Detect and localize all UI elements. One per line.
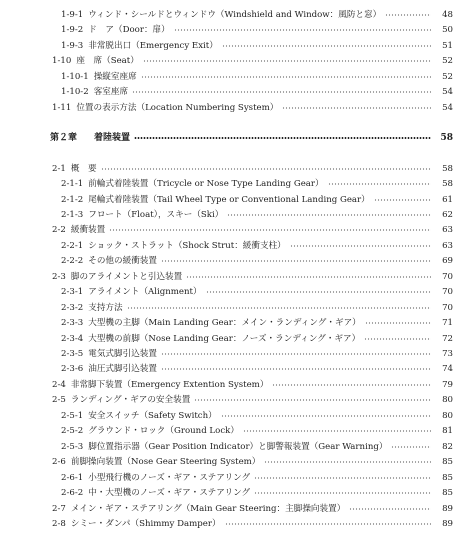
toc-page-number: 70	[442, 271, 453, 282]
toc-entry	[0, 316, 460, 330]
toc-entry	[0, 301, 460, 315]
toc-page-number: 89	[442, 518, 453, 529]
toc-page-number: 50	[442, 25, 453, 36]
toc-page-number: 52	[442, 71, 453, 82]
dot-leader	[141, 76, 431, 78]
dot-leader	[161, 260, 431, 262]
toc-entry	[0, 471, 460, 485]
toc-page-number: 72	[442, 333, 453, 344]
dot-leader	[391, 446, 431, 448]
toc-page-number: 54	[442, 102, 453, 113]
toc-page-number: 69	[442, 256, 453, 267]
toc-page-number: 85	[442, 472, 453, 483]
toc-section-number: 第２章	[50, 133, 78, 144]
dot-leader	[161, 353, 431, 355]
toc-entry	[0, 177, 460, 191]
toc-section-title: 大型機の主脚（Main Landing Gear：メイン・ランディング・ギア）	[88, 318, 361, 329]
toc-entry	[0, 502, 460, 516]
toc-page-number: 61	[442, 194, 453, 205]
toc-section-title: 非常脱出口（Emergency Exit）	[88, 40, 218, 51]
toc-page-number: 52	[442, 56, 453, 67]
toc-section-number: 2-6	[52, 457, 66, 468]
toc-section-number: 2-5-1	[61, 410, 84, 421]
dot-leader	[186, 276, 431, 278]
toc-section-number: 1-10	[52, 56, 72, 67]
toc-page-number: 82	[442, 441, 453, 452]
dot-leader	[243, 430, 431, 432]
toc-entry	[0, 285, 460, 299]
toc-section-number: 2-3-1	[61, 287, 84, 298]
toc-section-title: 操縦室座席	[93, 71, 137, 82]
toc-page-number: 81	[442, 426, 453, 437]
dot-leader	[134, 137, 431, 139]
toc-section-number: 2-4	[52, 379, 66, 390]
dot-leader	[272, 384, 431, 386]
dot-leader	[161, 368, 431, 370]
toc-section-title: 前輪式着陸装置（Tricycle or Nose Type Landing Gear）	[88, 179, 324, 190]
toc-entry	[0, 254, 460, 268]
toc-entry	[0, 440, 460, 454]
toc-section-title: メイン・ギア・ステアリング（Main Gear Steering：主脚操向装置）	[70, 503, 346, 514]
toc-section-title: 支持方法	[88, 302, 123, 313]
toc-section-title: 位置の表示方法（Location Numbering System）	[76, 102, 279, 113]
toc-section-number: 1-10-2	[61, 87, 89, 98]
dot-leader	[328, 183, 431, 185]
toc-section-number: 2-3-4	[61, 333, 84, 344]
dot-leader	[365, 322, 431, 324]
toc-entry	[0, 70, 460, 84]
toc-page-number: 63	[442, 240, 453, 251]
toc-page-number: 51	[442, 40, 453, 51]
toc-entry	[0, 486, 460, 500]
toc-section-title: 中・大型機のノーズ・ギア・ステアリング	[88, 488, 251, 499]
toc-section-number: 2-2-1	[61, 240, 84, 251]
toc-section-title: 脚位置指示器（Gear Position Indicator）と脚警報装置（Gear Warning）	[88, 441, 388, 452]
toc-section-number: 2-5-2	[61, 426, 84, 437]
dot-leader	[174, 29, 431, 31]
toc-page-number: 89	[442, 503, 453, 514]
toc-section-title: 概 要	[70, 163, 97, 174]
dot-leader	[254, 477, 431, 479]
dot-leader	[127, 307, 431, 309]
toc-entry	[0, 239, 460, 253]
toc-section-number: 2-2	[52, 225, 66, 236]
toc-page-number: 73	[442, 349, 453, 359]
dot-leader	[206, 291, 431, 293]
toc-section-number: 2-3-3	[61, 318, 84, 329]
toc-entry	[0, 378, 460, 392]
toc-entry	[0, 347, 460, 361]
toc-section-number: 2-6-2	[61, 488, 84, 499]
toc-entry	[0, 393, 460, 407]
toc-section-number: 2-6-1	[61, 472, 84, 483]
toc-page-number: 80	[442, 395, 453, 406]
toc-section-number: 2-3-6	[61, 364, 84, 375]
toc-section-number: 2-5	[52, 395, 66, 406]
dot-leader	[109, 229, 431, 231]
toc-entry	[0, 332, 460, 346]
toc-entry	[0, 223, 460, 237]
dot-leader	[194, 399, 431, 401]
toc-page-number: 80	[442, 410, 453, 421]
toc-section-title: ド ア（Door：扉）	[88, 25, 170, 36]
toc-page-number: 85	[442, 488, 453, 499]
toc-page-number: 70	[442, 287, 453, 298]
toc-section-title: 非常脚下装置（Emergency Extention System）	[70, 379, 269, 390]
toc-section-number: 1-9-3	[61, 40, 84, 51]
toc-chapter-entry	[0, 131, 460, 145]
toc-section-title: 客室座席	[93, 87, 129, 98]
toc-entry	[0, 162, 460, 176]
toc-section-title: 尾輪式着陸装置（Tail Wheel Type or Conventional Landing Gear）	[88, 194, 370, 205]
dot-leader	[254, 492, 431, 494]
toc-section-title: 小型飛行機のノーズ・ギア・ステアリング	[88, 472, 251, 483]
toc-section-title: 安全スイッチ（Safety Switch）	[88, 410, 217, 421]
toc-section-number: 2-2-2	[61, 256, 84, 267]
toc-page-number: 71	[442, 318, 453, 329]
toc-page-number: 48	[442, 10, 453, 20]
toc-page-number: 79	[442, 379, 453, 390]
toc-entry	[0, 208, 460, 222]
dot-leader	[349, 508, 431, 510]
toc-entry	[0, 101, 460, 115]
dot-leader	[143, 60, 431, 62]
toc-page-number: 54	[442, 87, 453, 98]
dot-leader	[225, 523, 431, 525]
toc-section-title: 大型機の前脚（Nose Landing Gear：ノーズ・ランディング・ギア）	[88, 333, 361, 344]
dot-leader	[222, 45, 431, 47]
dot-leader	[221, 415, 431, 417]
dot-leader	[364, 338, 431, 340]
toc-entry	[0, 8, 460, 22]
toc-section-title: グラウンド・ロック（Ground Lock）	[88, 426, 239, 437]
toc-entry	[0, 362, 460, 376]
dot-leader	[132, 91, 431, 93]
toc-section-title: 電気式脚引込装置	[88, 349, 157, 359]
toc-page-number: 58	[442, 179, 453, 190]
toc-section-number: 2-1-3	[61, 209, 84, 220]
toc-section-number: 2-3-2	[61, 302, 84, 313]
dot-leader	[264, 461, 431, 463]
toc-entry	[0, 23, 460, 37]
toc-entry	[0, 39, 460, 53]
toc-entry	[0, 424, 460, 438]
toc-section-title: 油圧式脚引込装置	[88, 364, 157, 375]
toc-section-number: 1-11	[52, 102, 72, 113]
toc-section-title: アライメント（Alignment）	[88, 287, 202, 298]
toc-entry	[0, 54, 460, 68]
toc-entry	[0, 517, 460, 531]
dot-leader	[374, 199, 431, 201]
toc-entry	[0, 409, 460, 423]
dot-leader	[101, 168, 431, 170]
toc-page-number: 74	[442, 364, 453, 375]
toc-section-number: 2-1-1	[61, 179, 84, 190]
toc-entry	[0, 85, 460, 99]
toc-section-title: 緩衝装置	[70, 225, 106, 236]
toc-section-number: 2-3	[52, 271, 66, 282]
toc-page-number: 58	[440, 133, 453, 144]
toc-page-number: 85	[442, 457, 453, 468]
dot-leader	[290, 245, 431, 247]
toc-entry	[0, 270, 460, 284]
toc-section-title: ランディング・ギアの安全装置	[70, 395, 191, 406]
dot-leader	[227, 214, 431, 216]
toc-section-number: 2-1	[52, 163, 66, 174]
toc-section-title: 脚のアライメントと引込装置	[70, 271, 183, 282]
toc-entry	[0, 193, 460, 207]
dot-leader	[282, 107, 431, 109]
toc-entry	[0, 455, 460, 469]
toc-page-number: 70	[442, 302, 453, 313]
toc-section-title: 着陸装置	[94, 133, 131, 144]
dot-leader	[385, 14, 431, 16]
toc-page-number: 62	[442, 209, 453, 220]
toc-section-title: 座 席（Seat）	[76, 56, 139, 67]
toc-section-number: 1-9-2	[61, 25, 84, 36]
toc-section-title: フロート（Float），スキー（Ski）	[88, 209, 224, 220]
toc-section-number: 2-5-3	[61, 441, 84, 452]
toc-section-title: ウィンド・シールドとウィンドウ（Windshield and Window：風防と窓）	[88, 10, 382, 20]
toc-section-number: 2-3-5	[61, 349, 84, 359]
toc-section-title: 前脚操向装置（Nose Gear Steering System）	[70, 457, 261, 468]
toc-section-number: 2-8	[52, 518, 66, 529]
toc-page-number: 58	[442, 163, 453, 174]
toc-section-title: シミー・ダンパ（Shimmy Damper）	[70, 518, 221, 529]
toc-section-number: 2-7	[52, 503, 66, 514]
toc-page-number: 63	[442, 225, 453, 236]
toc-section-number: 2-1-2	[61, 194, 84, 205]
toc-section-title: ショック・ストラット（Shock Strut：緩衝支柱）	[88, 240, 286, 251]
toc-section-number: 1-10-1	[61, 71, 89, 82]
toc-section-number: 1-9-1	[61, 10, 84, 20]
toc-section-title: その他の緩衝装置	[88, 256, 157, 267]
